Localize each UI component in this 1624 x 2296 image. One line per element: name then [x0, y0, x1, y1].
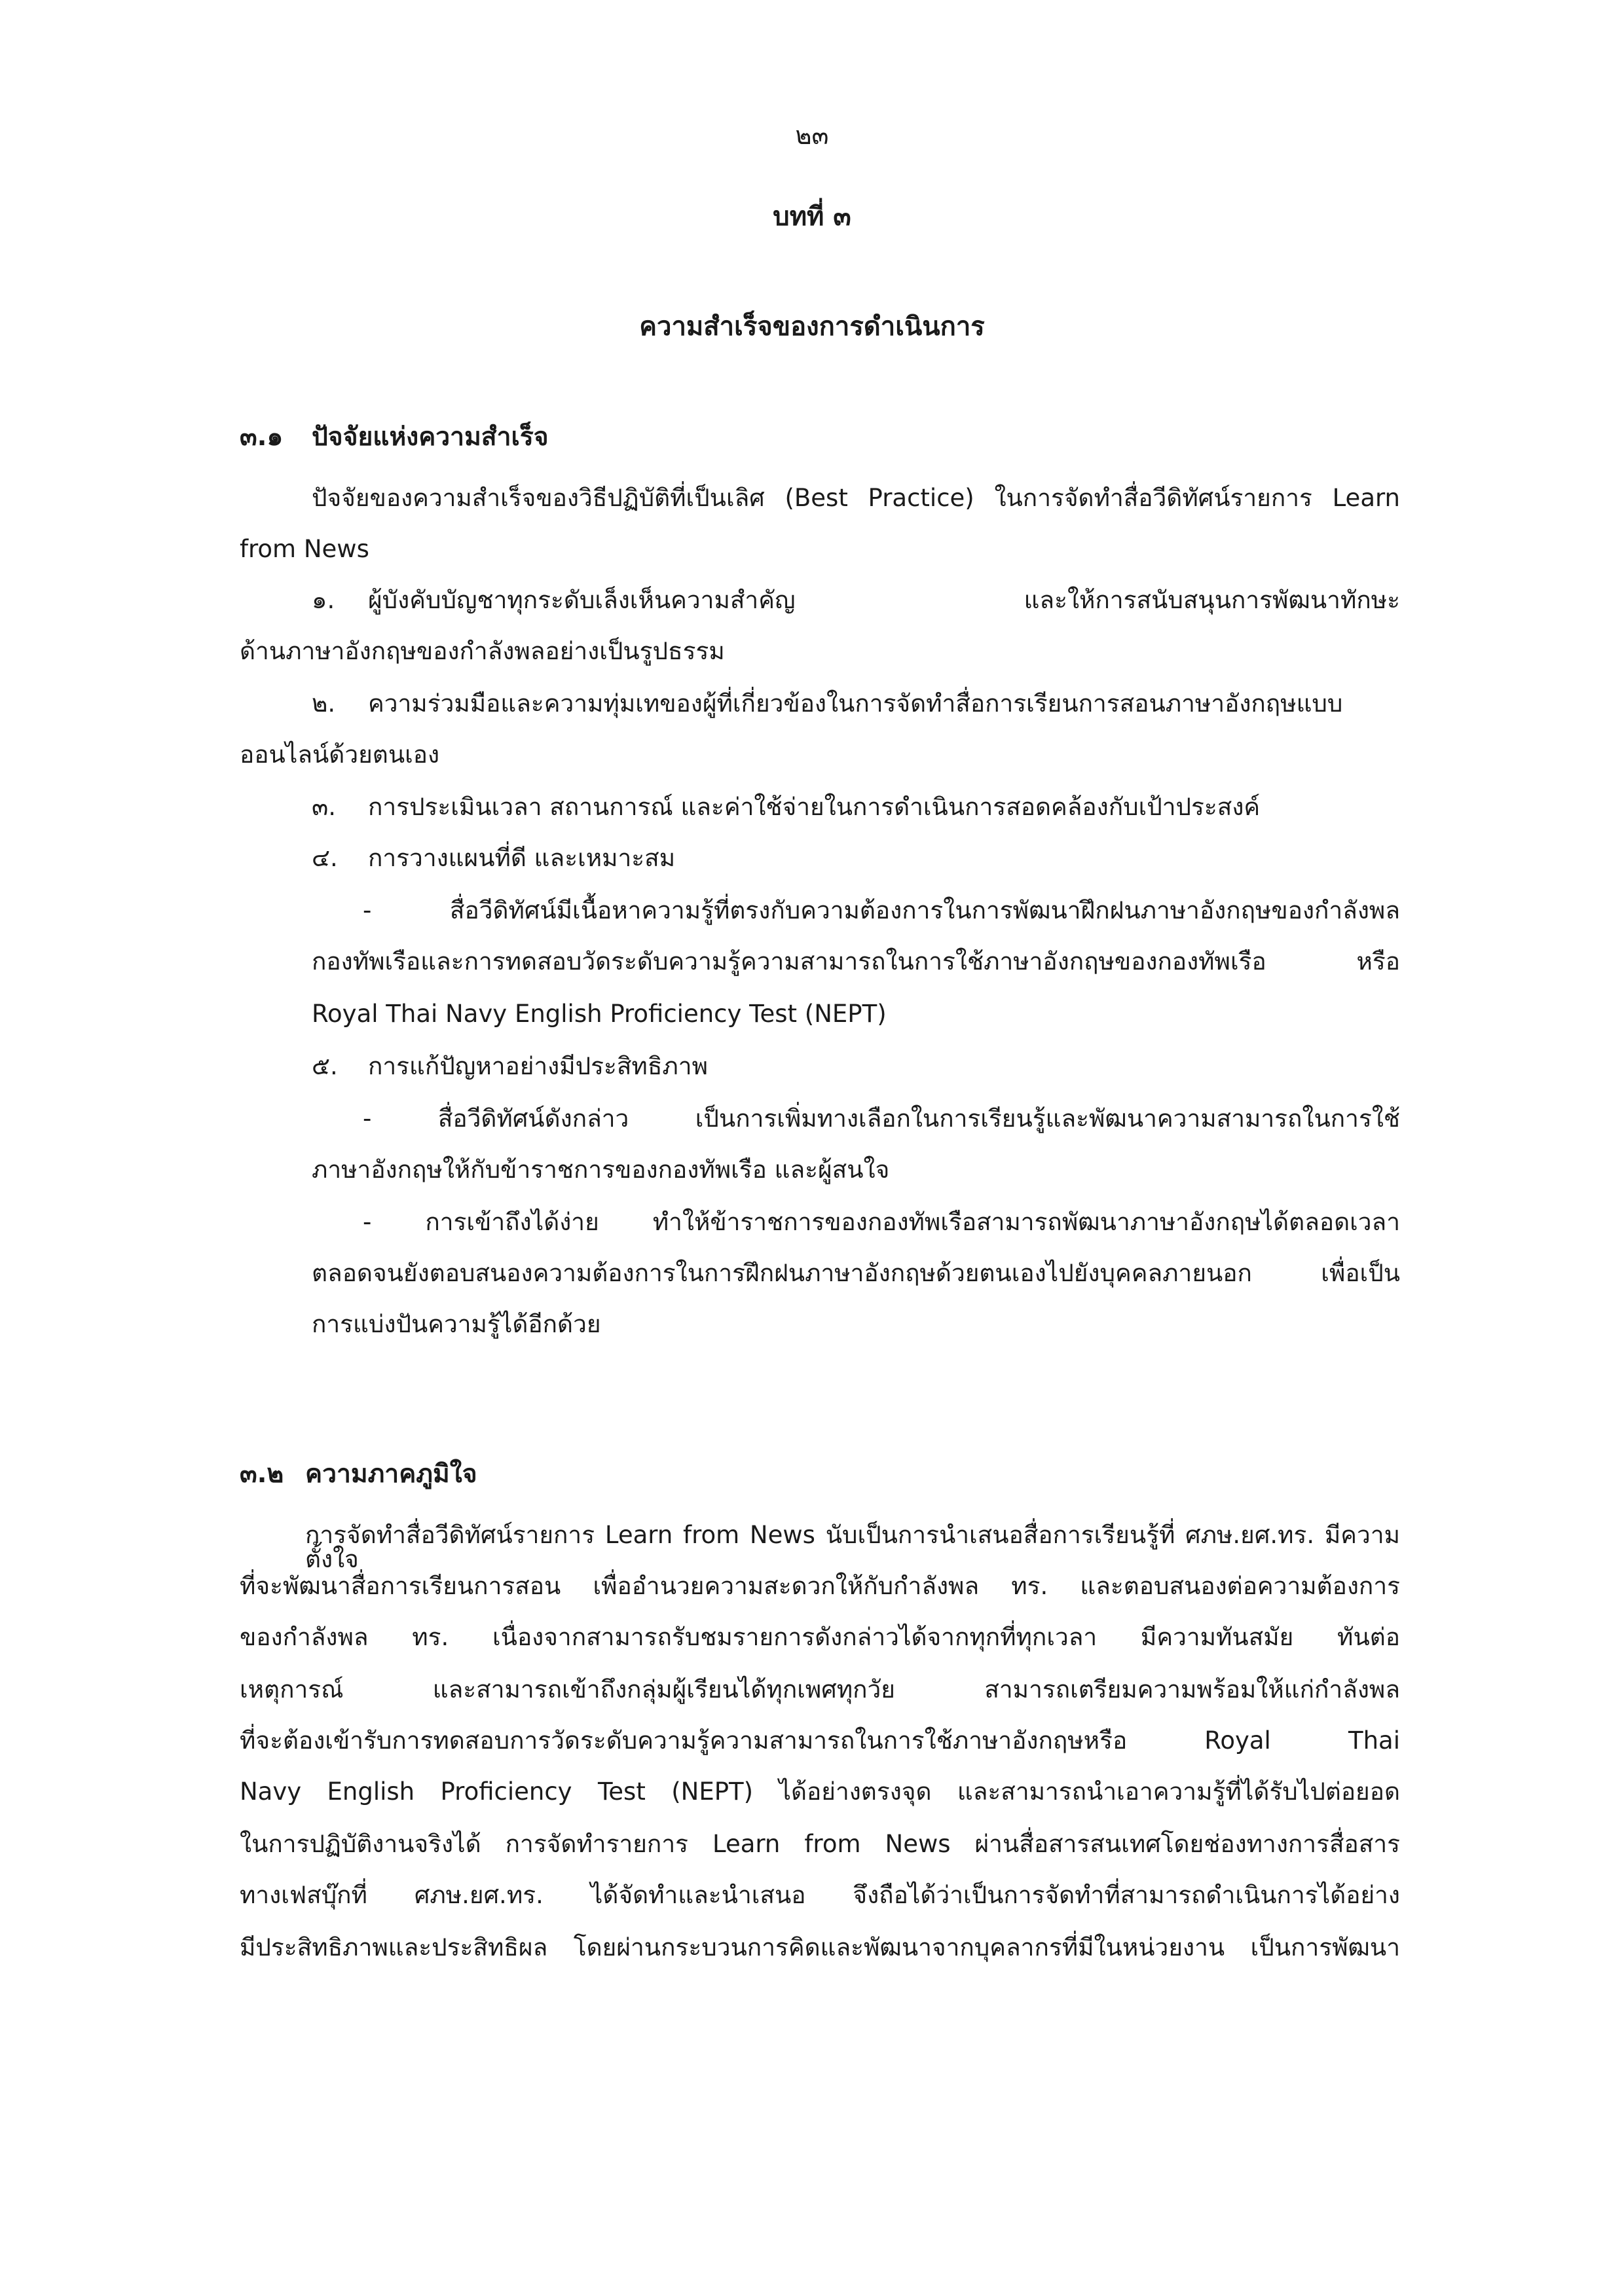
- paragraph-line: การจัดทำสื่อวีดิทัศน์รายการ Learn from News นับเป็นการนำเสนอสื่อการเรียนรู้ที่ ศภษ.ยศ.ทร. มีความตั้งใจ: [305, 1521, 1400, 1573]
- paragraph-line: Navy English Proficiency Test (NEPT) ได้อย่างตรงจุด และสามารถนำเอาความรู้ที่ได้รับไปต่อยอด: [240, 1777, 1400, 1806]
- paragraph-line: from News: [240, 535, 369, 563]
- list-item-text: ความร่วมมือและความทุ่มเทของผู้ที่เกี่ยวข้องในการจัดทำสื่อการเรียนการสอนภาษาอังกฤษแบบ: [368, 689, 1343, 718]
- paragraph-line: ทางเฟสบุ๊กที่ ศภษ.ยศ.ทร. ได้จัดทำและนำเสนอ จึงถือได้ว่าเป็นการจัดทำที่สามารถดำเนินการได้อย่าง: [240, 1881, 1400, 1909]
- sub-item-text: ภาษาอังกฤษให้กับข้าราชการของกองทัพเรือ และผู้สนใจ: [312, 1156, 890, 1184]
- chapter-subtitle: ความสำเร็จของการดำเนินการ: [639, 312, 985, 342]
- paragraph-line: ปัจจัยของความสำเร็จของวิธีปฏิบัติที่เป็นเลิศ (Best Practice) ในการจัดทำสื่อวีดิทัศน์รายการ Learn: [312, 484, 1400, 512]
- list-item-text: การประเมินเวลา สถานการณ์ และค่าใช้จ่ายในการดำเนินการสอดคล้องกับเป้าประสงค์: [368, 793, 1261, 821]
- sub-item-text: กองทัพเรือและการทดสอบวัดระดับความรู้ความสามารถในการใช้ภาษาอังกฤษของกองทัพเรือ หรือ: [312, 947, 1400, 975]
- list-item-text: ผู้บังคับบัญชาทุกระดับเล็งเห็นความสำคัญ และให้การสนับสนุนการพัฒนาทักษะ: [368, 586, 1400, 614]
- paragraph-line: ของกำลังพล ทร. เนื่องจากสามารถรับชมรายการดังกล่าวได้จากทุกที่ทุกเวลา มีความทันสมัย ทันต่อ: [240, 1623, 1400, 1651]
- sub-item-text: ตลอดจนยังตอบสนองความต้องการในการฝึกฝนภาษาอังกฤษด้วยตนเองไปยังบุคคลภายนอก เพื่อเป็น: [312, 1259, 1400, 1287]
- sub-item-text: การแบ่งปันความรู้ได้อีกด้วย: [312, 1310, 601, 1338]
- section-heading: ความภาคภูมิใจ: [305, 1459, 477, 1489]
- list-number: ๑.: [312, 586, 335, 614]
- sub-item-text: - สื่อวีดิทัศน์ดังกล่าว เป็นการเพิ่มทางเลือกในการเรียนรู้และพัฒนาความสามารถในการใช้: [363, 1104, 1400, 1133]
- sub-item-text: Royal Thai Navy English Proficiency Test (NEPT): [312, 1000, 887, 1028]
- list-number: ๓.: [312, 793, 337, 821]
- chapter-title: บทที่ ๓: [773, 202, 851, 232]
- section-number: ๓.๑: [240, 422, 284, 452]
- sub-item-text: - การเข้าถึงได้ง่าย ทำให้ข้าราชการของกองทัพเรือสามารถพัฒนาภาษาอังกฤษได้ตลอดเวลา: [363, 1208, 1400, 1236]
- list-item-text: การแก้ปัญหาอย่างมีประสิทธิภาพ: [368, 1052, 708, 1080]
- paragraph-line: เหตุการณ์ และสามารถเข้าถึงกลุ่มผู้เรียนได้ทุกเพศทุกวัย สามารถเตรียมความพร้อมให้แก่กำลังพล: [240, 1675, 1400, 1704]
- section-heading: ปัจจัยแห่งความสำเร็จ: [312, 422, 549, 452]
- page-number: ๒๓: [795, 121, 829, 150]
- list-number: ๔.: [312, 844, 338, 872]
- list-item-text: ด้านภาษาอังกฤษของกำลังพลอย่างเป็นรูปธรรม: [240, 637, 725, 665]
- paragraph-line: ที่จะต้องเข้ารับการทดสอบการวัดระดับความรู้ความสามารถในการใช้ภาษาอังกฤษหรือ Royal Thai: [240, 1726, 1400, 1755]
- section-number: ๓.๒: [240, 1459, 284, 1489]
- list-number: ๒.: [312, 689, 336, 718]
- list-number: ๕.: [312, 1052, 338, 1080]
- list-item-text: การวางแผนที่ดี และเหมาะสม: [368, 844, 676, 872]
- paragraph-line: ในการปฏิบัติงานจริงได้ การจัดทำรายการ Learn from News ผ่านสื่อสารสนเทศโดยช่องทางการสื่อสาร: [240, 1830, 1400, 1858]
- sub-item-text: - สื่อวีดิทัศน์มีเนื้อหาความรู้ที่ตรงกับความต้องการในการพัฒนาฝึกฝนภาษาอังกฤษของกำลังพล: [363, 896, 1400, 924]
- list-item-text: ออนไลน์ด้วยตนเอง: [240, 740, 440, 769]
- paragraph-line: ที่จะพัฒนาสื่อการเรียนการสอน เพื่ออำนวยความสะดวกให้กับกำลังพล ทร. และตอบสนองต่อความต้องการ: [240, 1572, 1400, 1600]
- paragraph-line: มีประสิทธิภาพและประสิทธิผล โดยผ่านกระบวนการคิดและพัฒนาจากบุคลากรที่มีในหน่วยงาน เป็นการพัฒนา: [240, 1933, 1400, 1961]
